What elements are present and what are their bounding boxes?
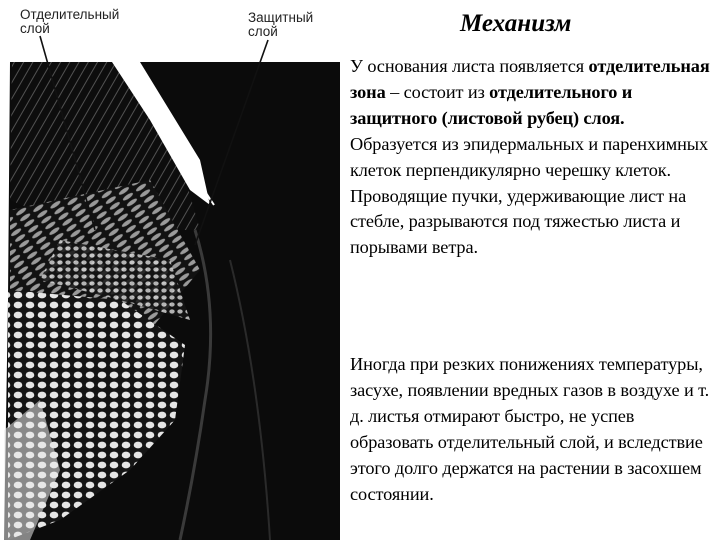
paragraph-1-part-2: – состоит из	[385, 81, 490, 102]
micrograph-figure	[0, 0, 345, 540]
paragraph-1-part-1: У основания листа появляется	[350, 56, 589, 76]
page-title: Механизм	[460, 10, 572, 37]
label-protective-layer: Защитный слой	[248, 10, 314, 39]
paragraph-1-bold-2: отделительного и защитного (листовой рубец) слоя.	[350, 81, 633, 128]
paragraph-1-bold-1: отделительная зона	[350, 56, 710, 102]
label-separating-layer: Отделительный слой	[20, 7, 120, 36]
paragraph-1-part-3: Образуется из эпидермальных и паренхимных клеток перпендикулярно черешку клеток. Проводящие пучки, удерживающие лист на стебле, разрываются под тяжестью листа и порывами ветра.	[350, 133, 709, 258]
micrograph-image	[0, 0, 345, 540]
paragraph-2: Иногда при резких понижениях температуры, засухе, появлении вредных газов в воздухе и т. д. листья отмирают быстро, не успев образовать отделительный слой, и вследствие этого долго держатся на растении в засохшем состоянии.	[350, 354, 710, 504]
paragraph-1	[350, 54, 716, 261]
